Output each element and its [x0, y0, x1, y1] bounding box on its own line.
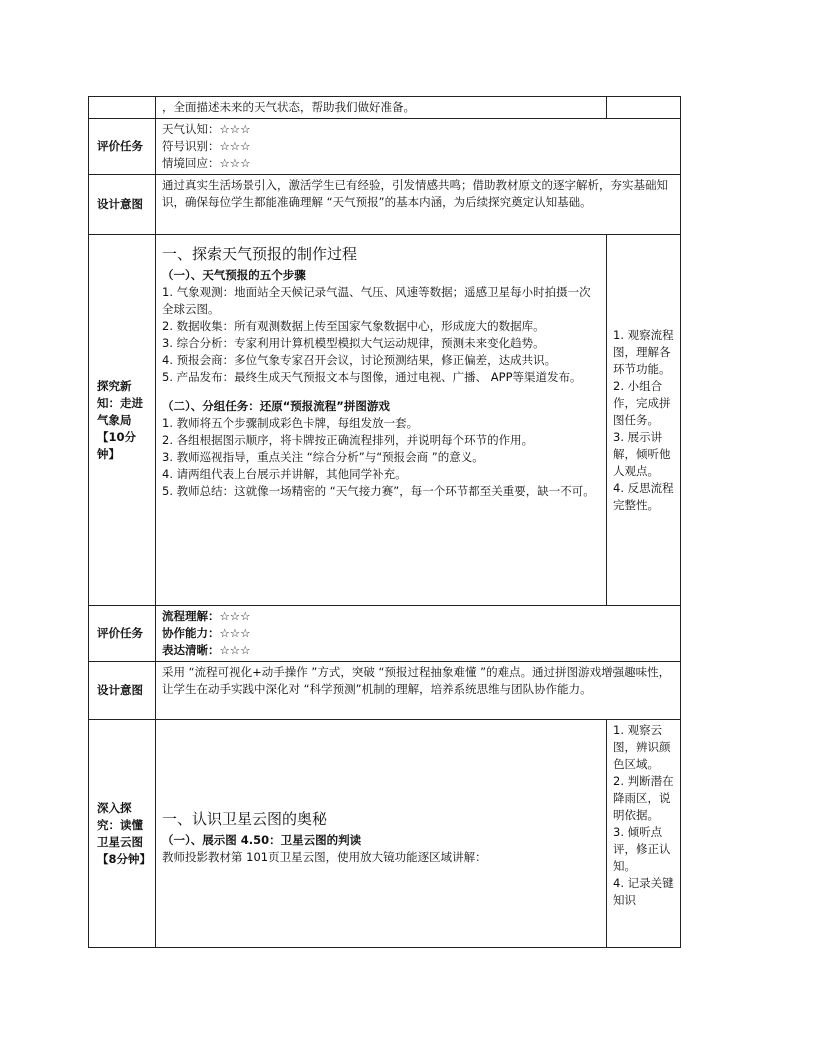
- section-heading: 一、认识卫星云图的奥秘: [162, 809, 328, 828]
- student-activity-cell: [607, 235, 681, 606]
- step-item: 2. 数据收集：所有观测数据上传至国家气象数据中心，形成庞大的数据库。: [162, 319, 545, 333]
- activity-item: 4. 记录关键知识: [613, 876, 674, 907]
- design-intent-label: 设计意图: [89, 662, 156, 720]
- activity-item: 2. 小组合作，完成拼图任务。: [613, 378, 671, 427]
- body-text: 教师投影教材第 101页卫星云图，使用放大镜功能逐区域讲解：: [162, 849, 487, 864]
- task-item: 3. 教师巡视指导，重点关注 “综合分析”与“预报会商 ”的意义。: [162, 450, 484, 464]
- section-label: 深入探究：读懂卫星云图【8分钟】: [89, 720, 156, 948]
- eval-task-label: 评价任务: [89, 119, 156, 175]
- step-item: 1. 气象观测：地面站全天候记录气温、气压、风速等数据；遥感卫星每小时拍摄一次全球云图。: [162, 285, 591, 316]
- section-content: [156, 720, 607, 948]
- activity-item: 4. 反思流程完整性。: [613, 480, 674, 512]
- step-item: 4. 预报会商：多位气象专家召开会议，讨论预测结果，修正偏差，达成共识。: [162, 353, 557, 367]
- section-heading: 一、探索天气预报的制作过程: [162, 245, 358, 263]
- student-activity-cell: [607, 720, 681, 948]
- activity-item: 3. 展示讲解，倾听他人观点。: [613, 429, 671, 478]
- empty-label-cell: [89, 97, 156, 119]
- table-row: [89, 606, 681, 662]
- continuation-text: ，全面描述未来的天气状态，帮助我们做好准备。: [156, 97, 607, 119]
- eval-task-content: [156, 119, 681, 175]
- eval-line: 协作能力：☆☆☆: [162, 626, 251, 640]
- activity-item: 1. 观察云图，辨识颜色区域。: [613, 723, 671, 771]
- design-intent-label: 设计意图: [89, 175, 156, 235]
- table-row: [89, 119, 681, 175]
- step-item: 3. 综合分析：专家利用计算机模型模拟大气运动规律，预测未来变化趋势。: [162, 336, 545, 350]
- step-item: 5. 产品发布：最终生成天气预报文本与图像，通过电视、广播、 APP等渠道发布。: [162, 370, 582, 384]
- subsection-heading: （一）、天气预报的五个步骤: [162, 268, 306, 282]
- design-intent-text: 采用 “流程可视化+动手操作 ”方式，突破 “预报过程抽象难懂 ”的难点。通过拼图游戏增强趣味性，让学生在动手实践中深化对 “科学预测”机制的理解，培养系统思维与团队协作能力。: [156, 662, 681, 720]
- section-content: [156, 235, 607, 606]
- activity-item: 3. 倾听点评，修正认知。: [613, 825, 671, 873]
- task-item: 5. 教师总结：这就像一场精密的 “天气接力赛”，每一个环节都至关重要，缺一不可。: [162, 484, 595, 498]
- eval-line: 情境回应：☆☆☆: [162, 156, 251, 170]
- eval-line: 天气认知：☆☆☆: [162, 122, 251, 136]
- eval-task-content: [156, 606, 681, 662]
- table-row: [89, 662, 681, 720]
- task-item: 4. 请两组代表上台展示并讲解，其他同学补充。: [162, 467, 407, 481]
- lesson-plan-table: [88, 96, 681, 948]
- activity-item: 1. 观察流程图，理解各环节功能。: [613, 327, 674, 376]
- subsection-heading: （二）、分组任务：还原“预报流程”拼图游戏: [162, 399, 390, 413]
- eval-task-label: 评价任务: [89, 606, 156, 662]
- activity-item: 2. 判断潜在降雨区，说明依据。: [613, 774, 674, 822]
- eval-line: 表达清晰：☆☆☆: [162, 643, 251, 657]
- empty-side-cell: [607, 97, 681, 119]
- table-row: [89, 720, 681, 948]
- table-row: [89, 97, 681, 119]
- table-row: [89, 175, 681, 235]
- task-item: 2. 各组根据图示顺序，将卡牌按正确流程排列，并说明每个环节的作用。: [162, 433, 534, 447]
- subsection-heading: （一）、展示图 4.50：卫星云图的判读: [162, 832, 362, 847]
- table-row: [89, 235, 681, 606]
- eval-line: 符号识别：☆☆☆: [162, 139, 251, 153]
- eval-line: 流程理解：☆☆☆: [162, 609, 251, 623]
- design-intent-text: 通过真实生活场景引入，激活学生已有经验，引发情感共鸣；借助教材原文的逐字解析，夯实基础知识，确保每位学生都能准确理解 “天气预报”的基本内涵，为后续探究奠定认知基础。: [156, 175, 681, 235]
- task-item: 1. 教师将五个步骤制成彩色卡牌，每组发放一套。: [162, 416, 419, 430]
- section-label: 探究新知：走进气象局【10分钟】: [89, 235, 156, 606]
